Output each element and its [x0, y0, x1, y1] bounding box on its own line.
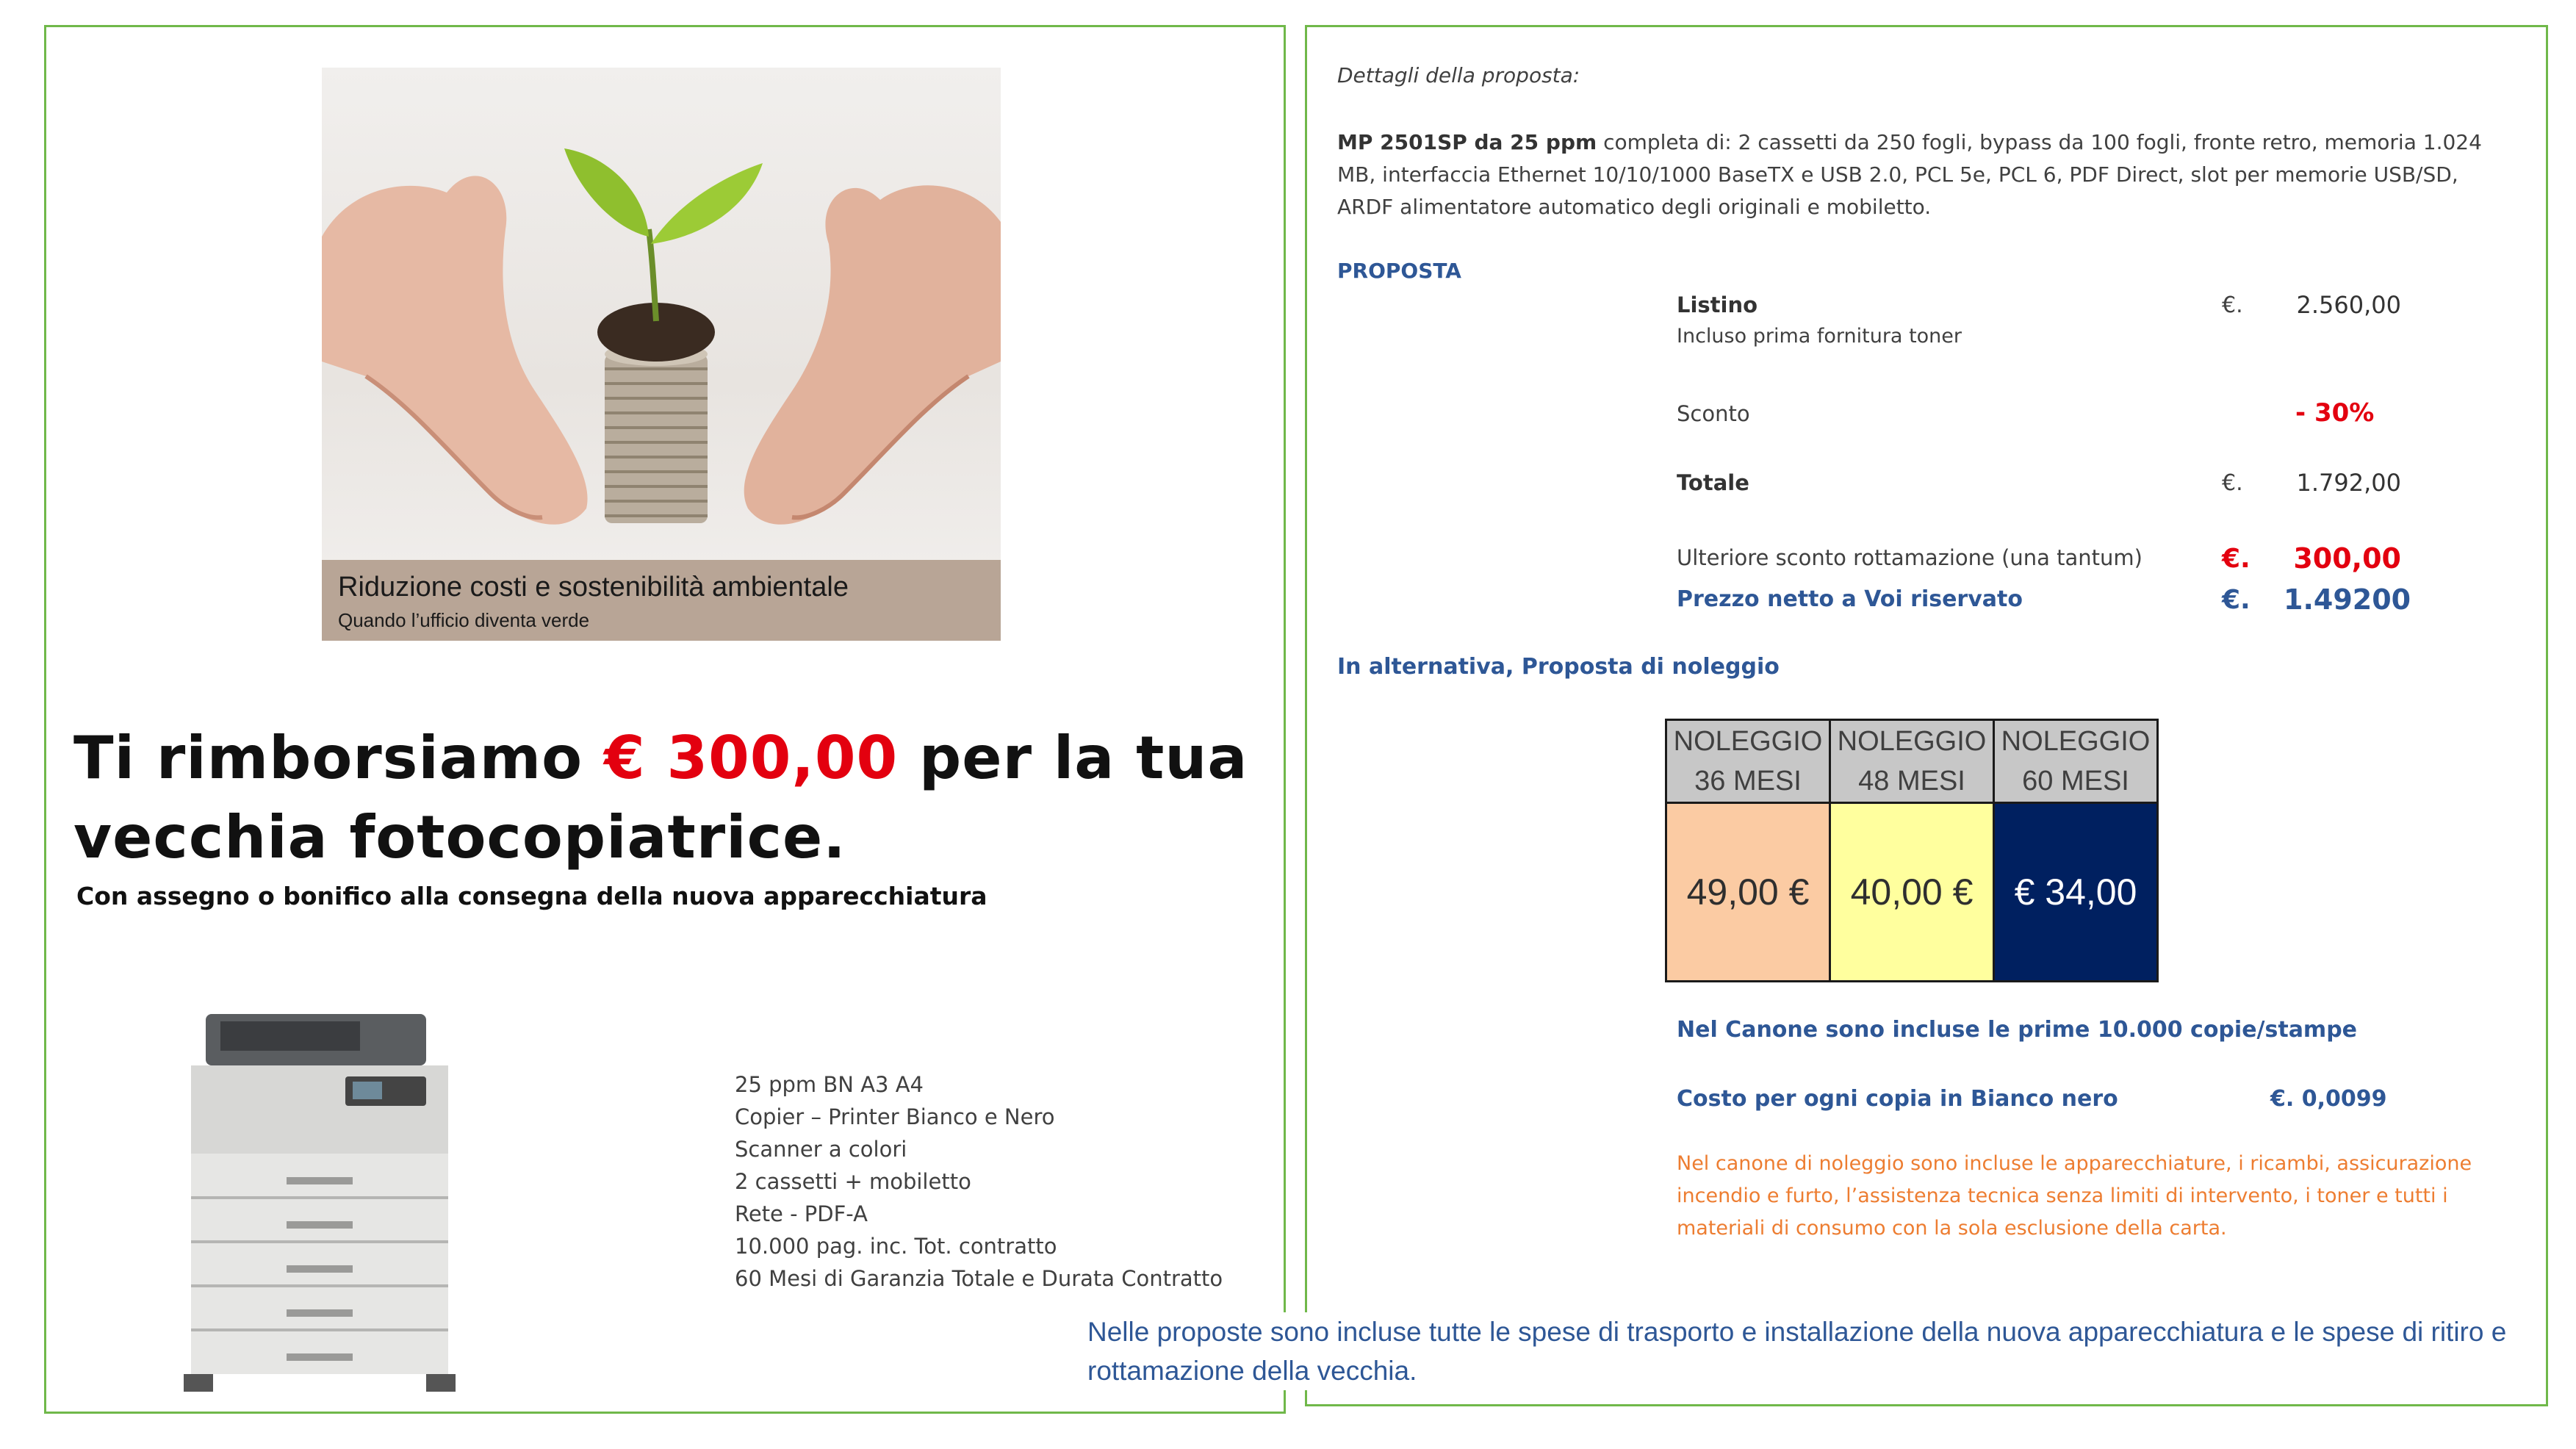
spec-item: Rete - PDF-A	[735, 1201, 868, 1226]
rottamazione-value: 300,00	[2293, 542, 2401, 575]
rental-terms: Nel canone di noleggio sono incluse le apparecchiature, i ricambi, assicurazione incendio e furto, l’assistenza tecnica senza limiti di intervento, i toner e tutti i materiali di consumo con la sola esclusione della carta.	[1677, 1152, 2472, 1240]
sconto-label: Sconto	[1677, 401, 1750, 426]
rental-price-36: 49,00 €	[1666, 803, 1830, 982]
headline-part1: Ti rimborsiamo	[73, 724, 604, 792]
spec-item: 25 ppm BN A3 A4	[735, 1072, 924, 1097]
totale-currency: €.	[2222, 470, 2243, 496]
headline-part2: per la tua vecchia fotocopiatrice.	[73, 724, 1248, 871]
rottamazione-currency: €.	[2222, 544, 2251, 574]
proposta-label: PROPOSTA	[1337, 259, 1461, 283]
listino-currency: €.	[2222, 292, 2243, 318]
cost-per-copy-label: Costo per ogni copia in Bianco nero	[1677, 1086, 2118, 1112]
headline-subtitle: Con assegno o bonifico alla consegna della nuova apparecchiatura	[76, 882, 987, 910]
model-name: MP 2501SP da 25 ppm	[1337, 130, 1597, 154]
listino-value: 2.560,00	[2296, 291, 2401, 319]
hero-subtitle: Quando l’ufficio diventa verde	[338, 609, 590, 631]
details-text	[1337, 126, 2513, 223]
copier-image	[176, 1007, 463, 1396]
model-description: completa di: 2 cassetti da 250 fogli, bypass da 100 fogli, fronte retro, memoria 1.024 MB, interfaccia Ethernet 10/10/1000 BaseTX e USB 2.0, PCL 5e, PCL 6, PDF Direct, slot per memorie USB/SD, ARDF alimentatore automatico degli originali e mobiletto.	[1337, 130, 2482, 219]
headline	[73, 719, 1278, 877]
rental-price-48: 40,00 €	[1830, 803, 1994, 982]
netto-label: Prezzo netto a Voi riservato	[1677, 586, 2023, 612]
rental-table	[1665, 719, 2159, 982]
listino-note: Incluso prima fornitura toner	[1677, 325, 1962, 348]
spec-item: 10.000 pag. inc. Tot. contratto	[735, 1234, 1057, 1259]
headline-amount: € 300,00	[603, 724, 899, 792]
spec-item: 60 Mesi di Garanzia Totale e Durata Contratto	[735, 1266, 1223, 1291]
rottamazione-label: Ulteriore sconto rottamazione (una tantum)	[1677, 545, 2143, 570]
totale-label: Totale	[1677, 470, 1749, 495]
netto-value: 1.49200	[2284, 583, 2411, 616]
rental-price-60: € 34,00	[1994, 803, 2158, 982]
coin-stack	[597, 303, 715, 523]
hero-caption	[322, 560, 1001, 641]
hero-title: Riduzione costi e sostenibilità ambientale	[338, 572, 849, 603]
listino-label: Listino	[1677, 292, 1758, 317]
hands-plant-coins-illustration	[322, 68, 1001, 560]
rental-header-48: NOLEGGIO 48 MESI	[1830, 720, 1994, 803]
details-label: Dettagli della proposta:	[1337, 63, 1580, 87]
cost-per-copy-value: €. 0,0099	[2270, 1086, 2387, 1112]
spec-item: Copier – Printer Bianco e Nero	[735, 1104, 1055, 1129]
totale-value: 1.792,00	[2296, 469, 2401, 497]
netto-currency: €.	[2222, 585, 2251, 615]
footer-note: Nelle proposte sono incluse tutte le spese di trasporto e installazione della nuova apparecchiatura e le spese di ritiro e rottamazione della vecchia.	[1086, 1312, 2528, 1390]
rental-header-60: NOLEGGIO 60 MESI	[1994, 720, 2158, 803]
spec-item: 2 cassetti + mobiletto	[735, 1169, 971, 1194]
spec-list	[735, 1068, 1223, 1295]
hero-image	[322, 68, 1001, 641]
alternative-label: In alternativa, Proposta di noleggio	[1337, 654, 1780, 680]
included-copies-note: Nel Canone sono incluse le prime 10.000 copie/stampe	[1677, 1017, 2358, 1043]
spec-item: Scanner a colori	[735, 1137, 907, 1162]
rental-header-36: NOLEGGIO 36 MESI	[1666, 720, 1830, 803]
sconto-value: - 30%	[2295, 398, 2375, 428]
